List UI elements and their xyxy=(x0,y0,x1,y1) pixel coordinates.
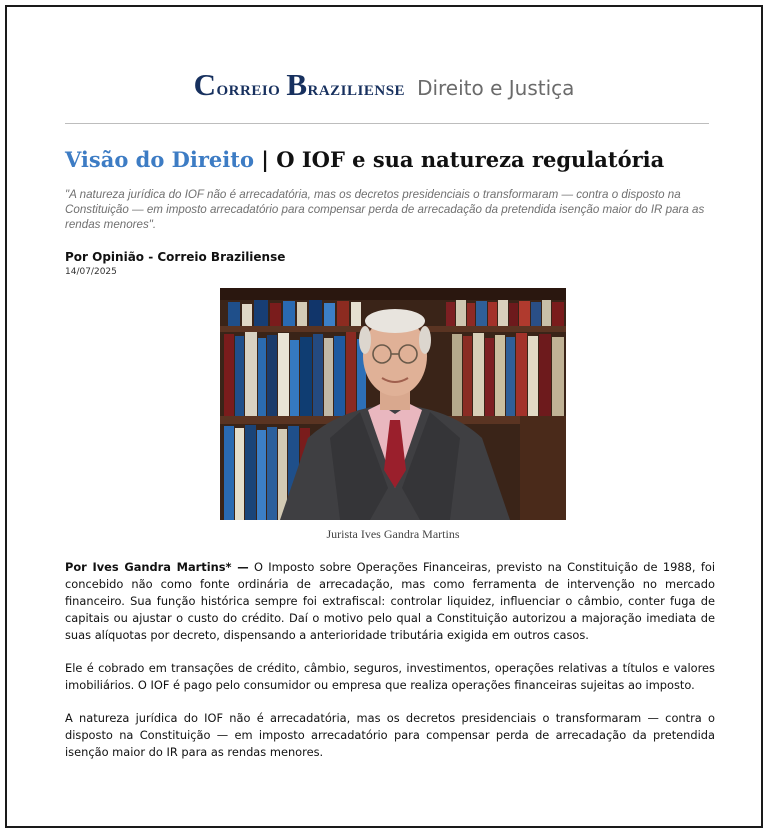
article-lede: "A natureza jurídica do IOF não é arrecadatória, mas os decretos presidenciais o transformaram — contra o disposto na Constituição — em imposto arrecadatório para compensar perda de arrecadação da pretendida isenção maior do IR para as rendas menores". xyxy=(65,188,705,231)
headline-kicker[interactable]: Visão do Direito xyxy=(65,147,254,172)
article-headline xyxy=(65,147,725,172)
photo-caption: Jurista Ives Gandra Martins xyxy=(326,527,460,541)
header-divider xyxy=(65,123,709,124)
headline-title: O IOF e sua natureza regulatória xyxy=(276,147,665,172)
paragraph-1: Por Ives Gandra Martins* — O Imposto sobre Operações Financeiras, previsto na Constituição de 1988, foi concebido não como fonte ordinária de arrecadação, mas como ferramenta de intervenção no mercado financeiro. Sua função histórica sempre foi extrafiscal: controlar liquidez, influenciar o câmbio, conter fuga de capitais ou ajustar o custo do crédito. Daí o motivo pelo qual a Constituição autorizou a majoração imediata de suas alíquotas por decreto, dispensando a anterioridade tributária exigida em outros casos. xyxy=(65,560,715,642)
section-name[interactable]: Direito e Justiça xyxy=(417,76,575,100)
byline: Por Opinião - Correio Braziliense xyxy=(65,250,286,264)
publish-date: 14/07/2025 xyxy=(65,267,117,277)
brand-logo[interactable]: Correio Braziliense xyxy=(193,67,406,102)
author-lead: Por Ives Gandra Martins* — xyxy=(65,560,249,574)
paragraph-2: Ele é cobrado em transações de crédito, câmbio, seguros, investimentos, operações relativas a títulos e valores imobiliários. O IOF é pago pelo consumidor ou empresa que realiza operações financeiras sujeitas ao imposto. xyxy=(65,661,715,692)
page-frame xyxy=(5,5,763,828)
paragraph-3: A natureza jurídica do IOF não é arrecadatória, mas os decretos presidenciais o transformaram — contra o disposto na Constituição — em imposto arrecadatório para compensar perda de arrecadação da pretendida isenção maior do IR para as rendas menores. xyxy=(65,711,715,759)
headline-separator: | xyxy=(253,147,277,172)
masthead xyxy=(7,67,761,103)
author-photo xyxy=(220,288,566,520)
article-body xyxy=(65,559,715,777)
